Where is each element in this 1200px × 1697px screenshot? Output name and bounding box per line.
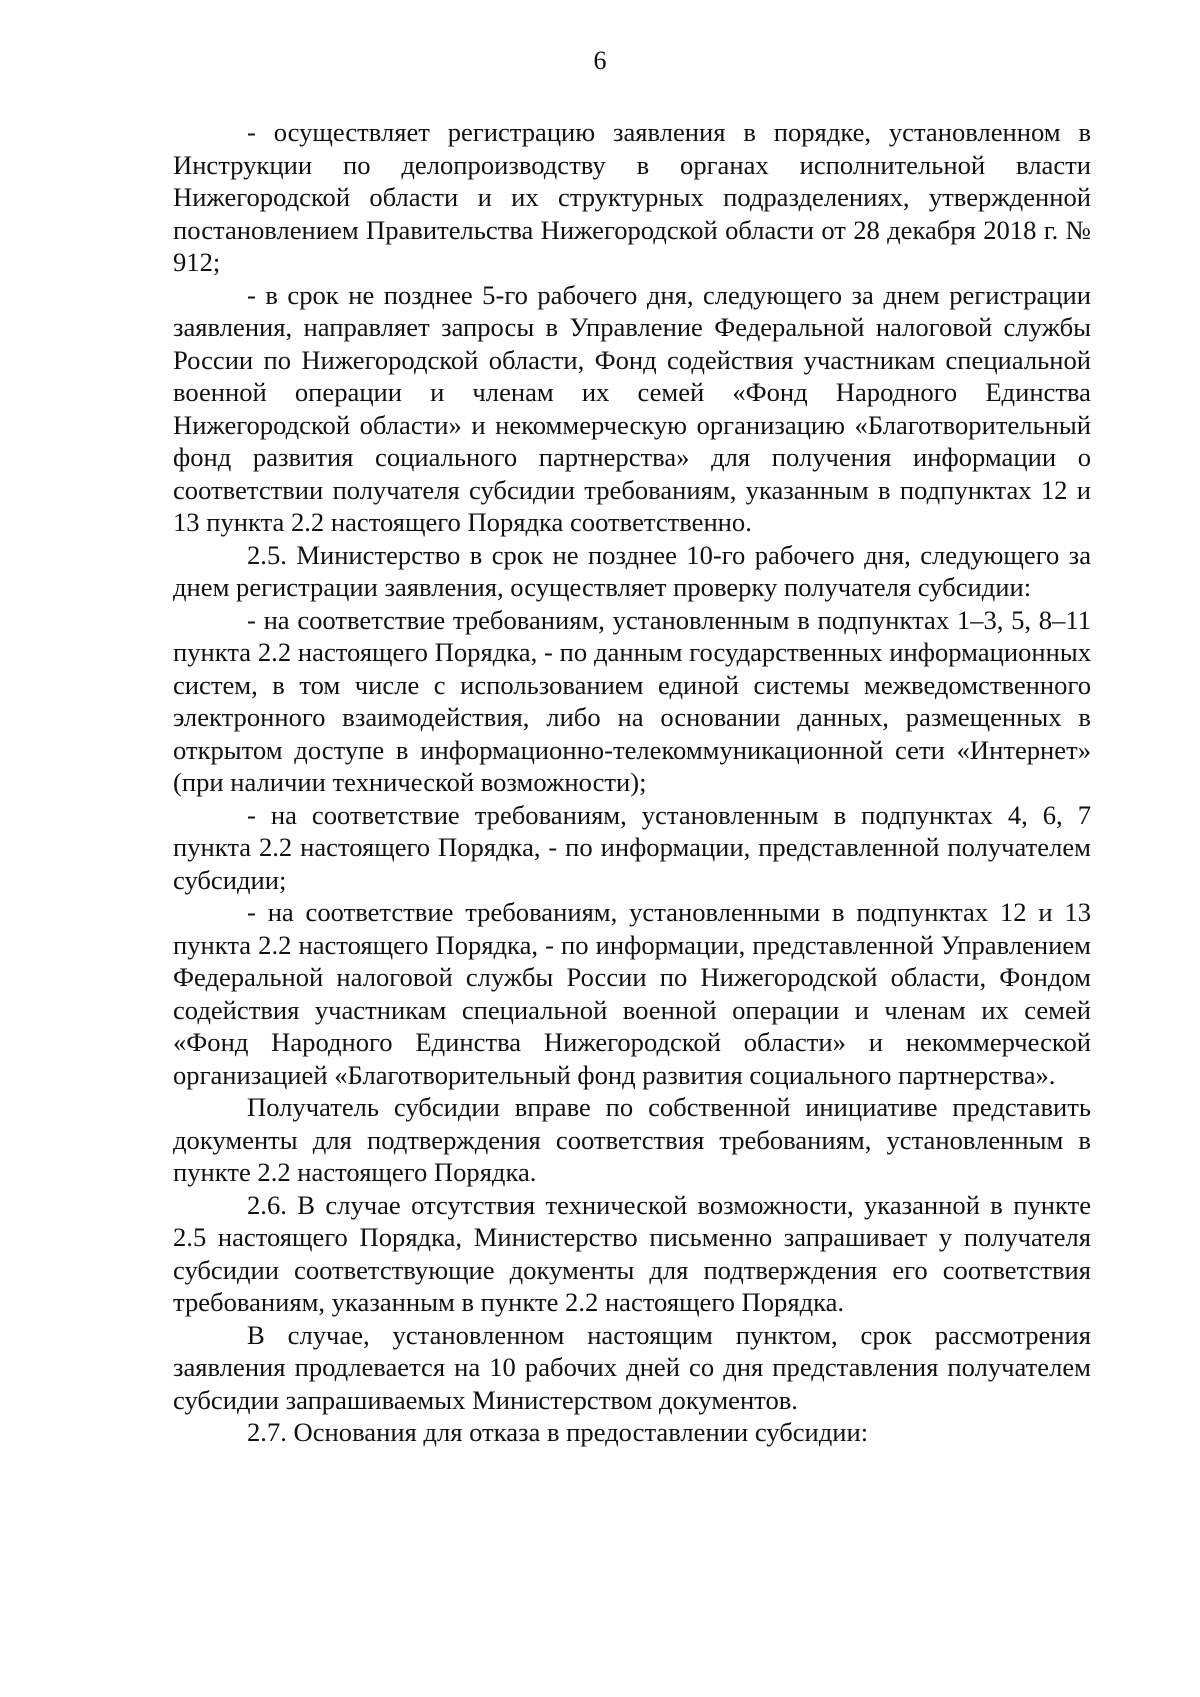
paragraph-registration: - осуществляет регистрацию заявления в порядке, установленном в Инструкции по делопроизводству в органах исполнительной власти Нижегородской области и их структурных подразделениях, утвержденной постановлением Правительства Нижегородской области от 28 декабря 2018 г. № 912;: [173, 117, 1091, 277]
paragraph-term-extension: В случае, установленном настоящим пунктом, срок рассмотрения заявления продлевается на 10 рабочих дней со дня представления получателем субсидии запрашиваемых Министерством документов.: [173, 1319, 1091, 1415]
paragraph-check-external-info: - на соответствие требованиям, установленными в подпунктах 12 и 13 пункта 2.2 настоящего Порядка, - по информации, представленной Управлением Федеральной налоговой службы России по Нижегородской области, Фондом содействия участникам специальной военной операции и членам их семей «Фонд Народного Единства Нижегородской области» и некоммерческой организацией «Благотворительный фонд развития социального партнерства».: [173, 897, 1091, 1090]
paragraph-own-initiative: Получатель субсидии вправе по собственной инициативе представить документы для подтверждения соответствия требованиям, установленным в пункте 2.2 настоящего Порядка.: [173, 1092, 1091, 1187]
paragraph-check-recipient-info: - на соответствие требованиям, установленным в подпунктах 4, 6, 7 пункта 2.2 настоящего Порядка, - по информации, представленной получателем субсидии;: [173, 799, 1091, 895]
paragraph-requests: - в срок не позднее 5-го рабочего дня, следующего за днем регистрации заявления, направляет запросы в Управление Федеральной налоговой службы России по Нижегородской области, Фонд содействия участникам специальной военной операции и членам их семей «Фонд Народного Единства Нижегородской области» и некоммерческую организацию «Благотворительный фонд развития социального партнерства» для получения информации о соответствии получателя субсидии требованиям, указанным в подпунктах 12 и 13 пункта 2.2 настоящего Порядка соответственно.: [173, 279, 1091, 537]
page-number: 6: [593, 46, 607, 75]
document-body: [173, 116, 1091, 1449]
paragraph-2-7: 2.7. Основания для отказа в предоставлении субсидии:: [247, 1417, 869, 1447]
paragraph-2-5: 2.5. Министерство в срок не позднее 10-го рабочего дня, следующего за днем регистрации заявления, осуществляет проверку получателя субсидии:: [173, 539, 1091, 602]
paragraph-check-state-systems: - на соответствие требованиям, установленным в подпунктах 1–3, 5, 8–11 пункта 2.2 настоящего Порядка, - по данным государственных информационных систем, в том числе с использованием единой системы межведомственного электронного взаимодействия, либо на основании данных, размещенных в открытом доступе в информационно-телекоммуникационной сети «Интернет» (при наличии технической возможности);: [173, 604, 1091, 797]
paragraph-2-6: 2.6. В случае отсутствия технической возможности, указанной в пункте 2.5 настоящего Порядка, Министерство письменно запрашивает у получателя субсидии соответствующие документы для подтверждения его соответствия требованиям, указанным в пункте 2.2 настоящего Порядка.: [173, 1189, 1091, 1317]
